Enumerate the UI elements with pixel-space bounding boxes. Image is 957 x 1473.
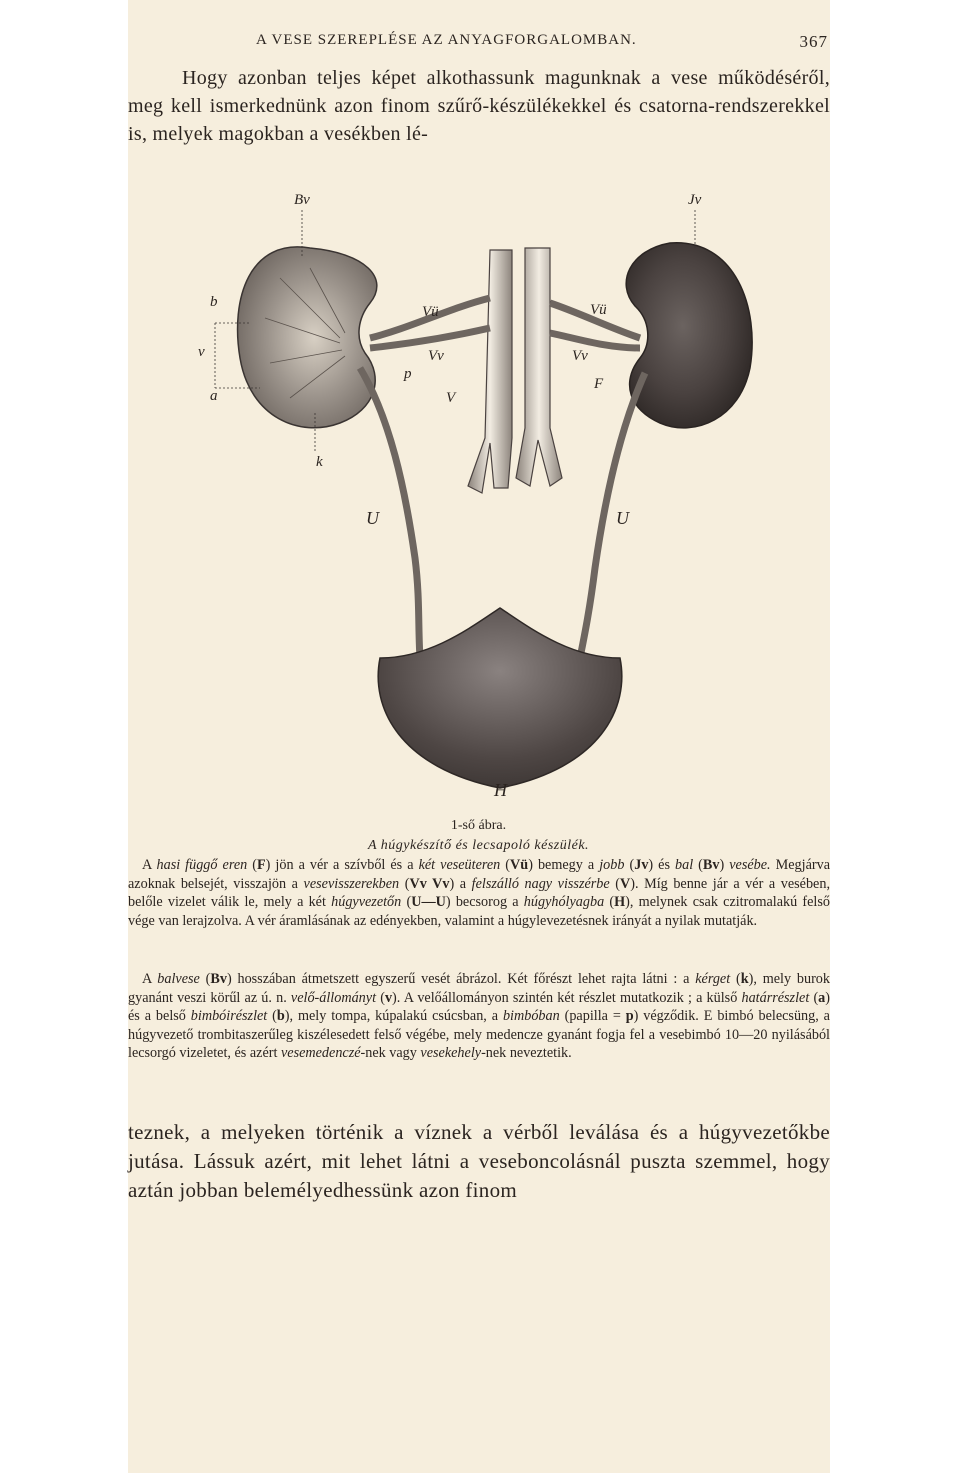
- label-b: b: [210, 294, 218, 310]
- right-kidney: [626, 243, 752, 428]
- figure-number: 1-ső ábra.: [450, 818, 507, 833]
- label-F: F: [594, 376, 604, 392]
- label-k: k: [316, 454, 323, 470]
- running-header: [128, 32, 830, 56]
- label-vv-left: Vv: [428, 348, 444, 364]
- label-U-left: U: [366, 508, 379, 528]
- bottom-paragraph: [128, 1118, 830, 1205]
- label-H: H: [494, 780, 507, 800]
- figure-title: A húgykészítő és lecsapoló készülék.: [367, 838, 590, 853]
- left-kidney: [238, 247, 377, 428]
- page-number: 367: [799, 32, 828, 51]
- anatomical-figure: [190, 188, 790, 828]
- label-V: V: [446, 390, 456, 406]
- label-bv: Bv: [294, 192, 310, 208]
- label-p: p: [404, 366, 412, 382]
- label-vu-left: Vü: [422, 304, 439, 320]
- label-vv-right: Vv: [572, 348, 588, 364]
- running-head: A VESE SZEREPLÉSE AZ ANYAGFORGALOMBAN.: [256, 32, 637, 48]
- aorta-vessel: [516, 248, 562, 486]
- label-jv: Jv: [688, 192, 702, 208]
- figure-description-2: A balvese (Bv) hosszában átmetszett egyszerű vesét ábrázol. Két főrészt lehet rajta látni : a kérget (k), mely burok gyanánt veszi körűl az ú. n. velő-állományt (v). A velőállományon szintén két részlet mutatkozik ; a külső határrészlet (a) és a belső bimbóirészlet (b), mely tompa, kúpalakú csúcsban, a bimbóban (papilla = p) végződik. E bimbó belecsüng, a húgyvezető trombitaszerűleg kiszélesedett felső végébe, mely medencze gyanánt fogja fel a vesebimbó 10—20 nyilásából lecsorgó vizeletet, és azért vesemedenczé-nek vagy vesekehely-nek neveztetik.: [128, 971, 830, 1062]
- label-a: a: [210, 388, 218, 404]
- label-vu-right: Vü: [590, 302, 607, 318]
- bottom-paragraph-text: teznek, a melyeken történik a víznek a vérből leválása és a húgyvezetőkbe jutása. Lássuk azért, mit lehet látni a veseboncolásnál puszta szemmel, hogy aztán jobban belemélyedhessünk azon finom: [128, 1120, 830, 1202]
- vena-cava-vessel: [468, 250, 512, 493]
- figure-description-1: A hasi függő eren (F) jön a vér a szívből és a két veseüteren (Vü) bemegy a jobb (Jv) és bal (Bv) vesébe. Megjárva azoknak belsejét, visszajön a vesevisszerekben (Vv Vv) a felszálló nagy visszérbe (V). Míg benne jár a vér a vesében, belőle vizelet válik le, mely a két húgyvezetőn (U—U) becsorog a húgyhólyagba (H), melynek csak czitromalakú felső vége van lerajzolva. A vér áramlásának az edényekben, valamint a húgylevezetésnek irányát a nyilak mutatják.: [128, 857, 831, 929]
- right-ureter: [580, 373, 645, 658]
- label-v: v: [198, 344, 205, 360]
- label-U-right: U: [616, 508, 629, 528]
- top-paragraph: [128, 64, 830, 148]
- top-paragraph-text: Hogy azonban teljes képet alkothassunk magunknak a vese működéséről, meg kell ismerkednünk azon finom szűrő-készülékekkel és csatorna-rendszerekkel is, melyek magokban a vesékben lé-: [128, 67, 830, 145]
- kidney-illustration: [190, 188, 790, 828]
